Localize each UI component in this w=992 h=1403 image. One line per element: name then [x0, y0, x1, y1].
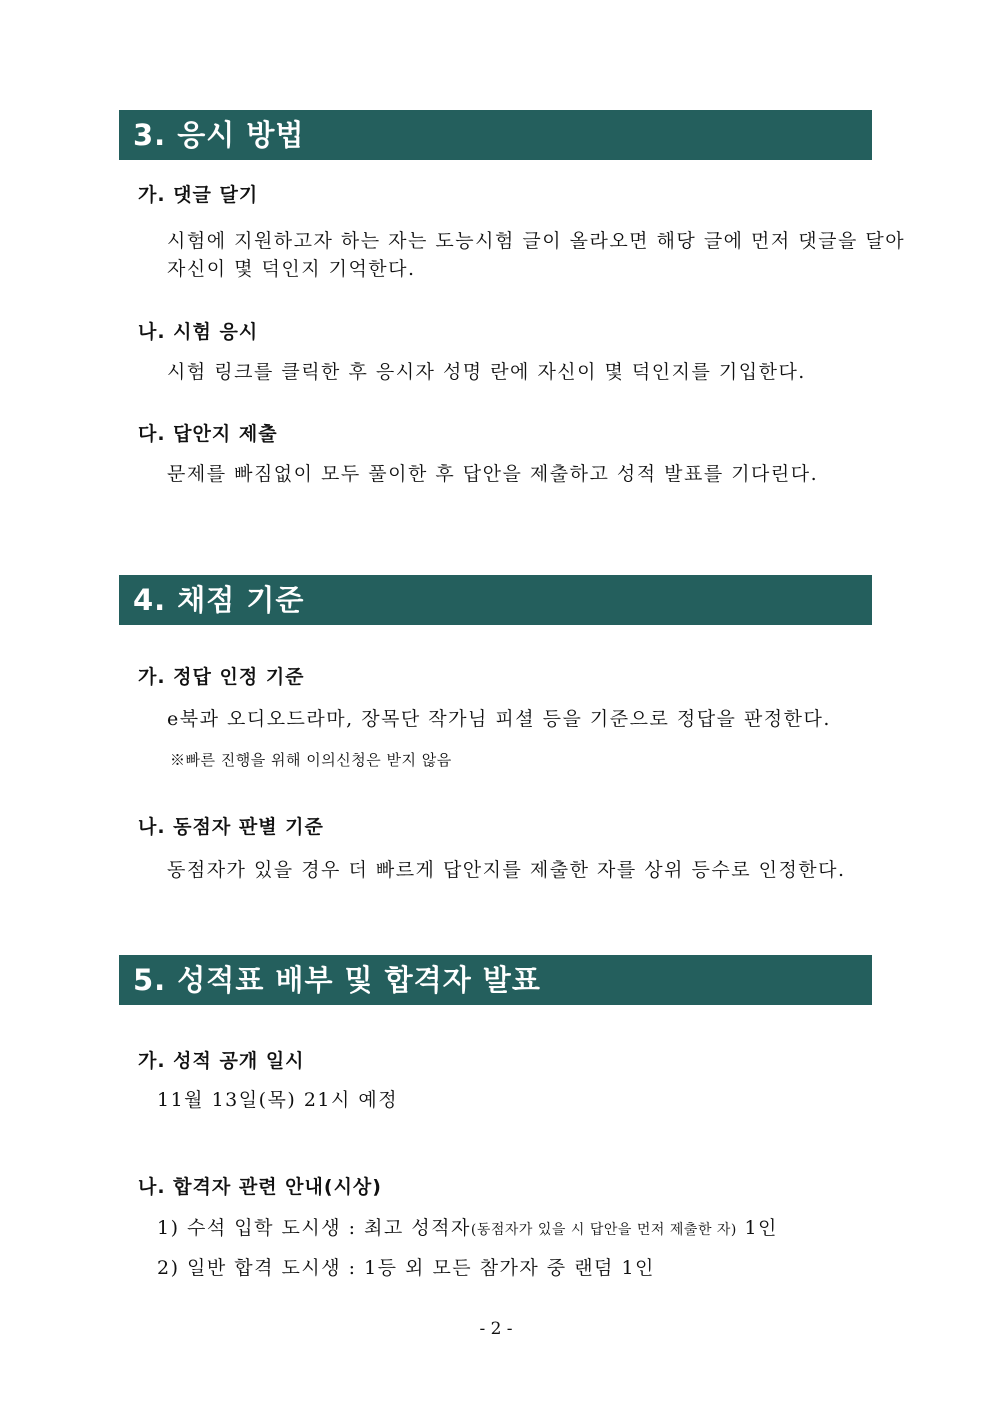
award-item-detail: (동점자가 있을 시 답안을 먼저 제출한 자) — [470, 1222, 737, 1238]
award-item-top — [157, 1214, 778, 1244]
award-item-tail: 1인 — [736, 1217, 778, 1239]
award-item-main: 1) 수석 입학 도시생 : 최고 성적자 — [157, 1217, 471, 1239]
subheading-score-date: 가. 성적 공개 일시 — [138, 1050, 305, 1072]
body-paragraph-answer-criteria — [167, 705, 831, 733]
body-paragraph-score-date — [157, 1086, 398, 1114]
body-line: 문제를 빠짐없이 모두 풀이한 후 답안을 제출하고 성적 발표를 기다린다. — [167, 463, 819, 485]
body-line: 11월 13일(목) 21시 예정 — [157, 1089, 399, 1111]
body-line: 동점자가 있을 경우 더 빠르게 답안지를 제출한 자를 상위 등수로 인정한다. — [167, 859, 846, 881]
body-line: 시험 링크를 클릭한 후 응시자 성명 란에 자신이 몇 덕인지를 기입한다. — [167, 361, 806, 383]
subheading-comment: 가. 댓글 달기 — [138, 184, 259, 206]
body-line: 자신이 몇 덕인지 기억한다. — [167, 258, 416, 280]
subheading-submit: 다. 답안지 제출 — [138, 423, 278, 445]
body-paragraph-comment — [167, 227, 905, 283]
subheading-tiebreak: 나. 동점자 판별 기준 — [138, 816, 324, 838]
body-line: e북과 오디오드라마, 장목단 작가님 피셜 등을 기준으로 정답을 판정한다. — [167, 708, 831, 730]
body-line: 시험에 지원하고자 하는 자는 도능시험 글이 올라오면 해당 글에 먼저 댓글을 달아 — [167, 230, 906, 252]
award-item-general — [157, 1254, 778, 1282]
note-no-appeal: ※빠른 진행을 위해 이의신청은 받지 않음 — [170, 751, 452, 769]
subheading-awards: 나. 합격자 관련 안내(시상) — [138, 1176, 382, 1198]
award-list — [157, 1214, 778, 1282]
subheading-exam: 나. 시험 응시 — [138, 321, 259, 343]
award-item-main: 2) 일반 합격 도시생 : 1등 외 모든 참가자 중 랜덤 1인 — [157, 1257, 655, 1279]
body-paragraph-exam — [167, 358, 806, 386]
body-paragraph-submit — [167, 460, 818, 488]
section-header-5: 5. 성적표 배부 및 합격자 발표 — [119, 955, 872, 1005]
section-header-3: 3. 응시 방법 — [119, 110, 872, 160]
section-header-4: 4. 채점 기준 — [119, 575, 872, 625]
subheading-answer-criteria: 가. 정답 인정 기준 — [138, 666, 305, 688]
page-number: - 2 - — [479, 1319, 513, 1339]
body-paragraph-tiebreak — [167, 856, 846, 884]
